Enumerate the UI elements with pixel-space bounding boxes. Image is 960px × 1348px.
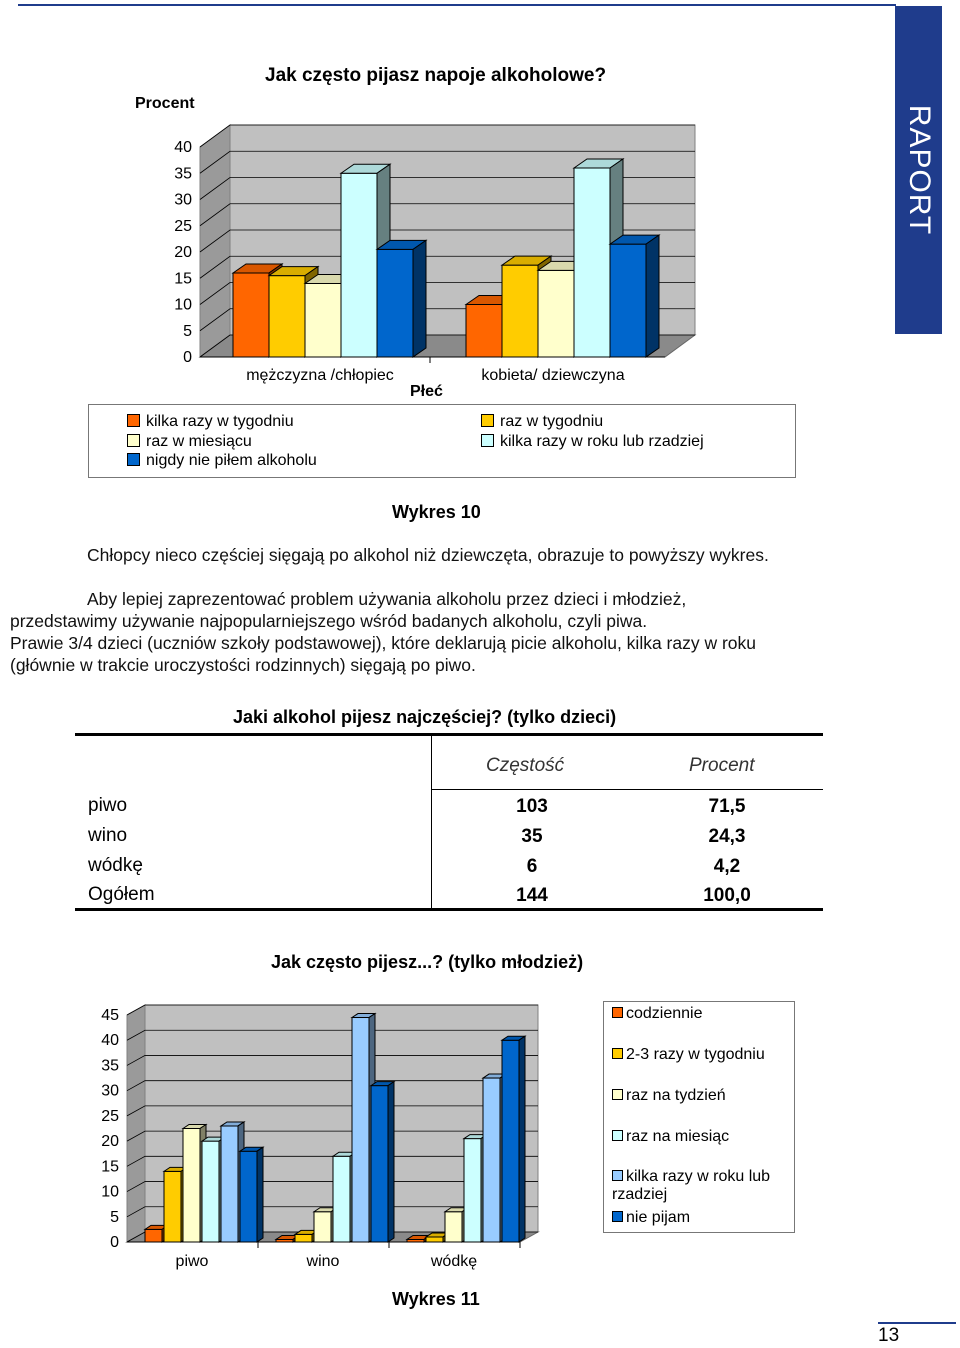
legend-item xyxy=(612,1209,792,1227)
table-row-label: wódkę xyxy=(88,855,143,876)
legend-label: kilka razy w tygodniu xyxy=(146,413,294,430)
paragraph-1: Chłopcy nieco częściej sięgają po alkohol niż dziewczęta, obrazuje to powyższy wykres. xyxy=(87,545,769,565)
bar-front xyxy=(269,276,305,357)
y-tick-label: 0 xyxy=(183,349,192,366)
y-tick-label: 5 xyxy=(183,322,192,340)
legend-label: raz w miesiącu xyxy=(146,433,252,450)
table-bottom-rule xyxy=(75,908,823,911)
table-cell-frequency: 35 xyxy=(521,826,543,847)
chart1-caption: Wykres 10 xyxy=(392,502,481,522)
sidebar-label: RAPORT xyxy=(902,104,936,236)
legend-item xyxy=(127,433,252,451)
bar-side xyxy=(257,1147,263,1242)
legend-item xyxy=(612,1087,792,1105)
legend-item xyxy=(612,1005,792,1023)
bar-front xyxy=(183,1129,200,1243)
y-tick-label: 10 xyxy=(174,296,192,314)
table-top-rule xyxy=(75,733,823,736)
chart1-legend xyxy=(88,404,796,478)
table-cell-frequency: 6 xyxy=(526,856,538,877)
bar-front xyxy=(305,284,341,358)
legend-label: raz na tydzień xyxy=(626,1087,726,1104)
bar-front xyxy=(445,1212,462,1242)
bar xyxy=(377,240,426,357)
chart1-title: Jak często pijasz napoje alkoholowe? xyxy=(265,65,607,86)
chart1-ylabel: Procent xyxy=(135,95,195,112)
table-divider xyxy=(431,736,432,909)
bar-front xyxy=(538,270,574,357)
legend-item xyxy=(612,1128,792,1146)
legend-item xyxy=(481,433,704,451)
table-header-percent: Procent xyxy=(689,755,755,776)
table-cell-percent: 4,2 xyxy=(713,856,741,877)
y-tick-label: 30 xyxy=(101,1082,119,1100)
table-row-label: Ogółem xyxy=(88,884,155,905)
paragraph-3-line-2: (głównie w trakcie uroczystości rodzinnych) sięgają po piwo. xyxy=(10,655,476,675)
bar-front xyxy=(574,168,610,357)
y-tick-label: 40 xyxy=(174,139,192,156)
paragraph-2-line-2: przedstawimy używanie najpopularniejszego wśród badanych alkoholu, czyli piwa. xyxy=(10,611,648,631)
table-cell-frequency: 103 xyxy=(516,796,548,817)
y-tick-label: 20 xyxy=(174,244,192,261)
legend-item xyxy=(127,413,294,431)
bar-side xyxy=(519,1036,525,1242)
chart2-title: Jak często pijesz...? (tylko młodzież) xyxy=(271,952,584,972)
legend-label: codziennie xyxy=(626,1005,703,1022)
table-cell-percent: 100,0 xyxy=(703,885,751,906)
y-tick-label: 5 xyxy=(110,1208,119,1226)
bar-front xyxy=(164,1171,181,1242)
y-tick-label: 0 xyxy=(110,1234,119,1251)
legend-label: raz w tygodniu xyxy=(500,413,604,430)
table-title: Jaki alkohol pijesz najczęściej? (tylko dzieci) xyxy=(233,707,617,727)
chart2-legend xyxy=(603,1001,795,1233)
table-row-label: piwo xyxy=(88,795,128,816)
bar-front xyxy=(352,1018,369,1242)
bar-front xyxy=(333,1156,350,1242)
bar-front xyxy=(502,1040,519,1242)
legend-label: nigdy nie piłem alkoholu xyxy=(146,452,317,469)
bar-front xyxy=(483,1078,500,1242)
y-tick-label: 25 xyxy=(174,217,192,235)
chart-side-wall xyxy=(127,1005,145,1242)
chart2-caption: Wykres 11 xyxy=(392,1289,480,1309)
page-rule xyxy=(878,1322,956,1324)
bar-front xyxy=(464,1139,481,1242)
legend-item xyxy=(481,413,603,431)
bar xyxy=(610,235,659,357)
bar xyxy=(502,1036,525,1242)
legend-item xyxy=(612,1046,792,1064)
bar-side xyxy=(388,1082,394,1242)
y-tick-label: 30 xyxy=(174,191,192,209)
y-tick-label: 10 xyxy=(101,1183,119,1201)
legend-label: nie pijam xyxy=(626,1209,691,1226)
page-number: 13 xyxy=(878,1325,900,1346)
paragraph-2-line-1: Aby lepiej zaprezentować problem używania alkoholu przez dzieci i młodzież, xyxy=(87,589,687,609)
bar-front xyxy=(466,305,502,358)
paragraph-3-line-1: Prawie 3/4 dzieci (uczniów szkoły podstawowej), które deklarują picie alkoholu, kilka razy w roku xyxy=(10,633,757,653)
chart1-xlabel: Płeć xyxy=(410,383,443,400)
bar-front xyxy=(610,244,646,357)
bar-front xyxy=(371,1086,388,1242)
bar-front xyxy=(145,1229,162,1242)
bar-front xyxy=(377,249,413,357)
x-tick-label: wódkę xyxy=(430,1253,478,1270)
bar xyxy=(371,1082,394,1242)
legend-label: kilka razy w roku lub rzadziej xyxy=(612,1168,771,1203)
bar-front xyxy=(426,1237,443,1242)
y-tick-label: 25 xyxy=(101,1107,119,1125)
table-cell-percent: 24,3 xyxy=(708,826,746,847)
table-cell-frequency: 144 xyxy=(516,885,548,906)
chart1-plot xyxy=(0,0,960,420)
legend-item xyxy=(612,1168,792,1204)
x-tick-label: wino xyxy=(306,1253,340,1270)
y-tick-label: 15 xyxy=(174,270,192,288)
x-tick-label: piwo xyxy=(175,1253,209,1270)
table-cell-percent: 71,5 xyxy=(708,796,746,817)
legend-label: 2-3 razy w tygodniu xyxy=(626,1046,765,1063)
table-header-rule xyxy=(432,789,823,790)
bar xyxy=(240,1147,263,1242)
legend-label: raz na miesiąc xyxy=(626,1128,730,1145)
bar-front xyxy=(233,273,269,357)
bar-side xyxy=(646,235,659,357)
bar-front xyxy=(221,1126,238,1242)
x-tick-label: kobieta/ dziewczyna xyxy=(481,367,625,384)
bar-front xyxy=(314,1212,331,1242)
bar-front xyxy=(502,265,538,357)
bar-front xyxy=(341,173,377,357)
legend-item xyxy=(127,452,317,470)
y-tick-label: 20 xyxy=(101,1133,119,1151)
y-tick-label: 15 xyxy=(101,1158,119,1176)
chart2-plot xyxy=(0,980,600,1280)
bar-front xyxy=(295,1234,312,1242)
bar-front xyxy=(202,1141,219,1242)
legend-label: kilka razy w roku lub rzadziej xyxy=(500,433,704,450)
x-tick-label: mężczyzna /chłopiec xyxy=(246,367,394,384)
bar-front xyxy=(240,1151,257,1242)
y-tick-label: 35 xyxy=(174,165,192,183)
table-header-frequency: Częstość xyxy=(486,755,565,776)
y-tick-label: 45 xyxy=(101,1007,119,1024)
y-tick-label: 35 xyxy=(101,1057,119,1075)
table-row-label: wino xyxy=(88,825,128,846)
y-tick-label: 40 xyxy=(101,1032,119,1050)
bar-side xyxy=(413,240,426,357)
